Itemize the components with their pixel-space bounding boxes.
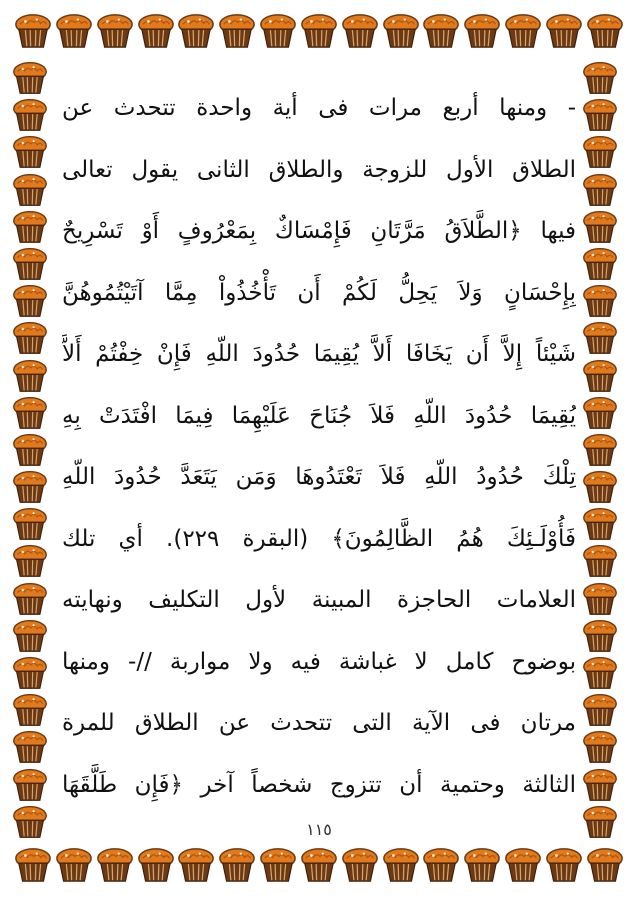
- text-line: الطلاق الأول للزوجة والطلاق الثانى يقول تعالى: [62, 156, 576, 183]
- muffin-icon: [12, 506, 48, 542]
- text-line: تِلْكَ حُدُودُ اللّهِ فَلاَ تَعْتَدُوهَا وَمَن يَتَعَدَّ حُدُودَ اللّهِ: [62, 464, 576, 490]
- muffin-icon: [582, 209, 618, 245]
- muffin-icon: [12, 172, 48, 208]
- muffin-icon: [582, 729, 618, 765]
- muffin-icon: [14, 846, 52, 884]
- text-line: شَيْئاً إِلاَّ أَن يَخَافَا أَلاَّ يُقِيمَا حُدُودَ اللّهِ فَإِنْ خِفْتُمْ أَلاَّ: [62, 341, 576, 367]
- muffin-icon: [177, 846, 215, 884]
- muffin-icon: [422, 12, 460, 50]
- text-line: فَأُوْلَـئِكَ هُمُ الظَّالِمُونَ﴾ (البقرة ٢٢٩). أي تلك: [62, 525, 576, 552]
- muffin-icon: [582, 320, 618, 356]
- muffin-icon: [504, 846, 542, 884]
- page-text: [62, 78, 576, 818]
- muffin-icon: [341, 12, 379, 50]
- muffin-icon: [12, 134, 48, 170]
- muffin-icon: [14, 12, 52, 50]
- text-line: مرتان فى الآية التى تتحدث عن الطلاق للمرة: [62, 710, 576, 736]
- muffin-icon: [12, 60, 48, 96]
- muffin-icon: [259, 846, 297, 884]
- muffin-icon: [177, 12, 215, 50]
- muffin-icon: [137, 846, 175, 884]
- muffin-icon: [382, 12, 420, 50]
- muffin-icon: [582, 655, 618, 691]
- muffin-icon: [582, 60, 618, 96]
- muffin-icon: [545, 12, 583, 50]
- muffin-icon: [582, 97, 618, 133]
- muffin-icon: [582, 134, 618, 170]
- muffin-icon: [55, 12, 93, 50]
- text-line: بِإِحْسَانٍ وَلاَ يَحِلُّ لَكُمْ أَن تَأْخُذُواْ مِمَّا آتَيْتُمُوهُنَّ: [62, 279, 576, 306]
- muffin-icon: [12, 767, 48, 803]
- muffin-icon: [582, 283, 618, 319]
- muffin-icon: [582, 618, 618, 654]
- muffin-icon: [12, 283, 48, 319]
- muffin-icon: [259, 12, 297, 50]
- text-line: بوضوح كامل لا غباشة فيه ولا مواربة //- ومنها: [62, 648, 576, 675]
- muffin-icon: [12, 432, 48, 468]
- muffin-icon: [12, 97, 48, 133]
- muffin-icon: [12, 246, 48, 282]
- muffin-icon: [12, 655, 48, 691]
- muffin-icon: [300, 12, 338, 50]
- text-line: العلامات الحاجزة المبينة لأول التكليف ونهايته: [62, 587, 576, 613]
- muffin-icon: [12, 543, 48, 579]
- page-number: ١١٥: [306, 820, 332, 839]
- muffin-icon: [504, 12, 542, 50]
- muffin-icon: [382, 846, 420, 884]
- muffin-icon: [582, 432, 618, 468]
- muffin-icon: [582, 767, 618, 803]
- muffin-icon: [218, 12, 256, 50]
- muffin-icon: [463, 12, 501, 50]
- muffin-icon: [545, 846, 583, 884]
- muffin-icon: [463, 846, 501, 884]
- muffin-icon: [582, 246, 618, 282]
- text-line: الثالثة وحتمية أن تتزوج شخصاً آخر ﴿فَإِن طَلَّقَهَا: [62, 771, 576, 798]
- muffin-icon: [582, 395, 618, 431]
- muffin-icon: [582, 469, 618, 505]
- muffin-icon: [96, 12, 134, 50]
- muffin-icon: [12, 395, 48, 431]
- muffin-icon: [582, 506, 618, 542]
- muffin-icon: [218, 846, 256, 884]
- muffin-icon: [586, 12, 624, 50]
- muffin-icon: [300, 846, 338, 884]
- border-bottom: [14, 846, 624, 892]
- muffin-icon: [582, 692, 618, 728]
- muffin-icon: [12, 692, 48, 728]
- border-top: [14, 12, 624, 58]
- muffin-icon: [582, 543, 618, 579]
- muffin-icon: [586, 846, 624, 884]
- border-right: [582, 60, 626, 840]
- muffin-icon: [12, 469, 48, 505]
- border-left: [12, 60, 56, 840]
- text-line: يُقِيمَا حُدُودَ اللّهِ فَلاَ جُنَاحَ عَلَيْهِمَا فِيمَا افْتَدَتْ بِهِ: [62, 402, 576, 429]
- muffin-icon: [137, 12, 175, 50]
- muffin-icon: [582, 172, 618, 208]
- muffin-icon: [12, 581, 48, 617]
- text-line: - ومنها أربع مرات فى أية واحدة تتحدث عن: [62, 95, 576, 121]
- muffin-icon: [12, 618, 48, 654]
- muffin-icon: [582, 581, 618, 617]
- muffin-icon: [341, 846, 379, 884]
- muffin-icon: [96, 846, 134, 884]
- muffin-icon: [55, 846, 93, 884]
- muffin-icon: [582, 358, 618, 394]
- muffin-icon: [12, 320, 48, 356]
- muffin-icon: [12, 209, 48, 245]
- muffin-icon: [12, 358, 48, 394]
- muffin-icon: [12, 729, 48, 765]
- muffin-icon: [422, 846, 460, 884]
- text-line: فيها ﴿الطَّلاَقُ مَرَّتَانِ فَإِمْسَاكٌ بِمَعْرُوفٍ أَوْ تَسْرِيحٌ: [62, 218, 576, 244]
